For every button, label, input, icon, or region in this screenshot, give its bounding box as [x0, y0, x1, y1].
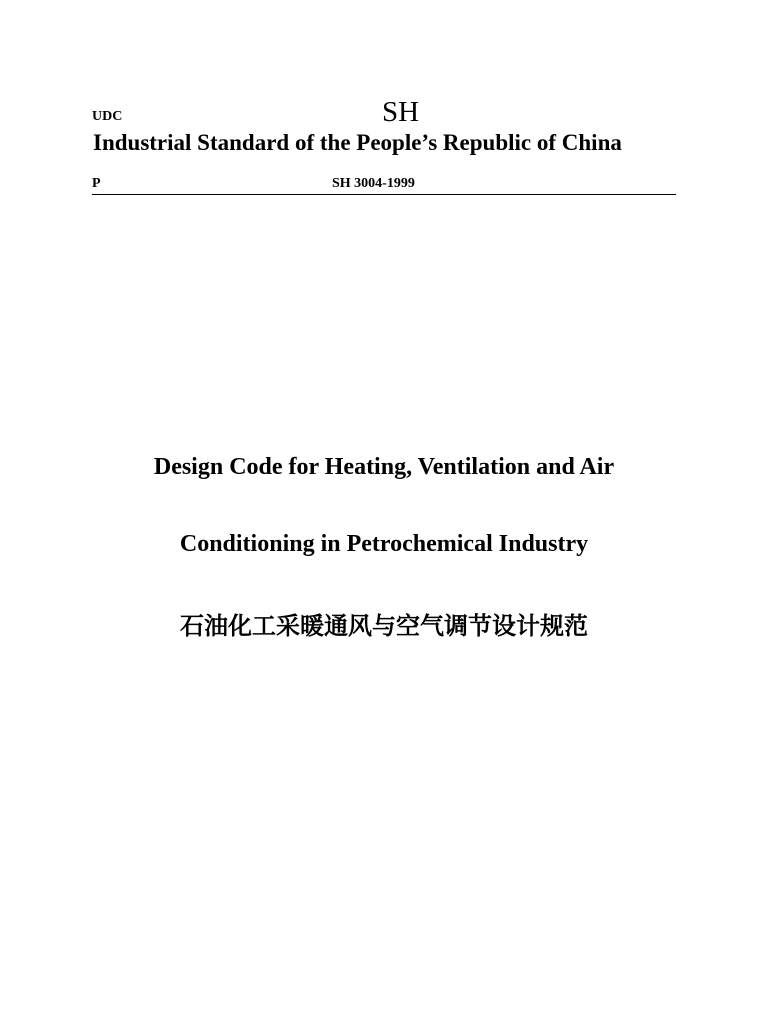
- chinese-title: 石油化工采暖通风与空气调节设计规范: [180, 612, 588, 640]
- english-title-line-2: Conditioning in Petrochemical Industry: [179, 531, 589, 557]
- english-title-line-1: Design Code for Heating, Ventilation and Air: [153, 454, 615, 480]
- udc-label: UDC: [92, 109, 123, 124]
- organization-title: Industrial Standard of the People’s Republic of China: [93, 130, 622, 155]
- standard-number: SH 3004-1999: [332, 176, 415, 191]
- standard-category-code: SH: [382, 96, 420, 128]
- p-label: P: [92, 176, 101, 191]
- header-divider: [92, 194, 676, 195]
